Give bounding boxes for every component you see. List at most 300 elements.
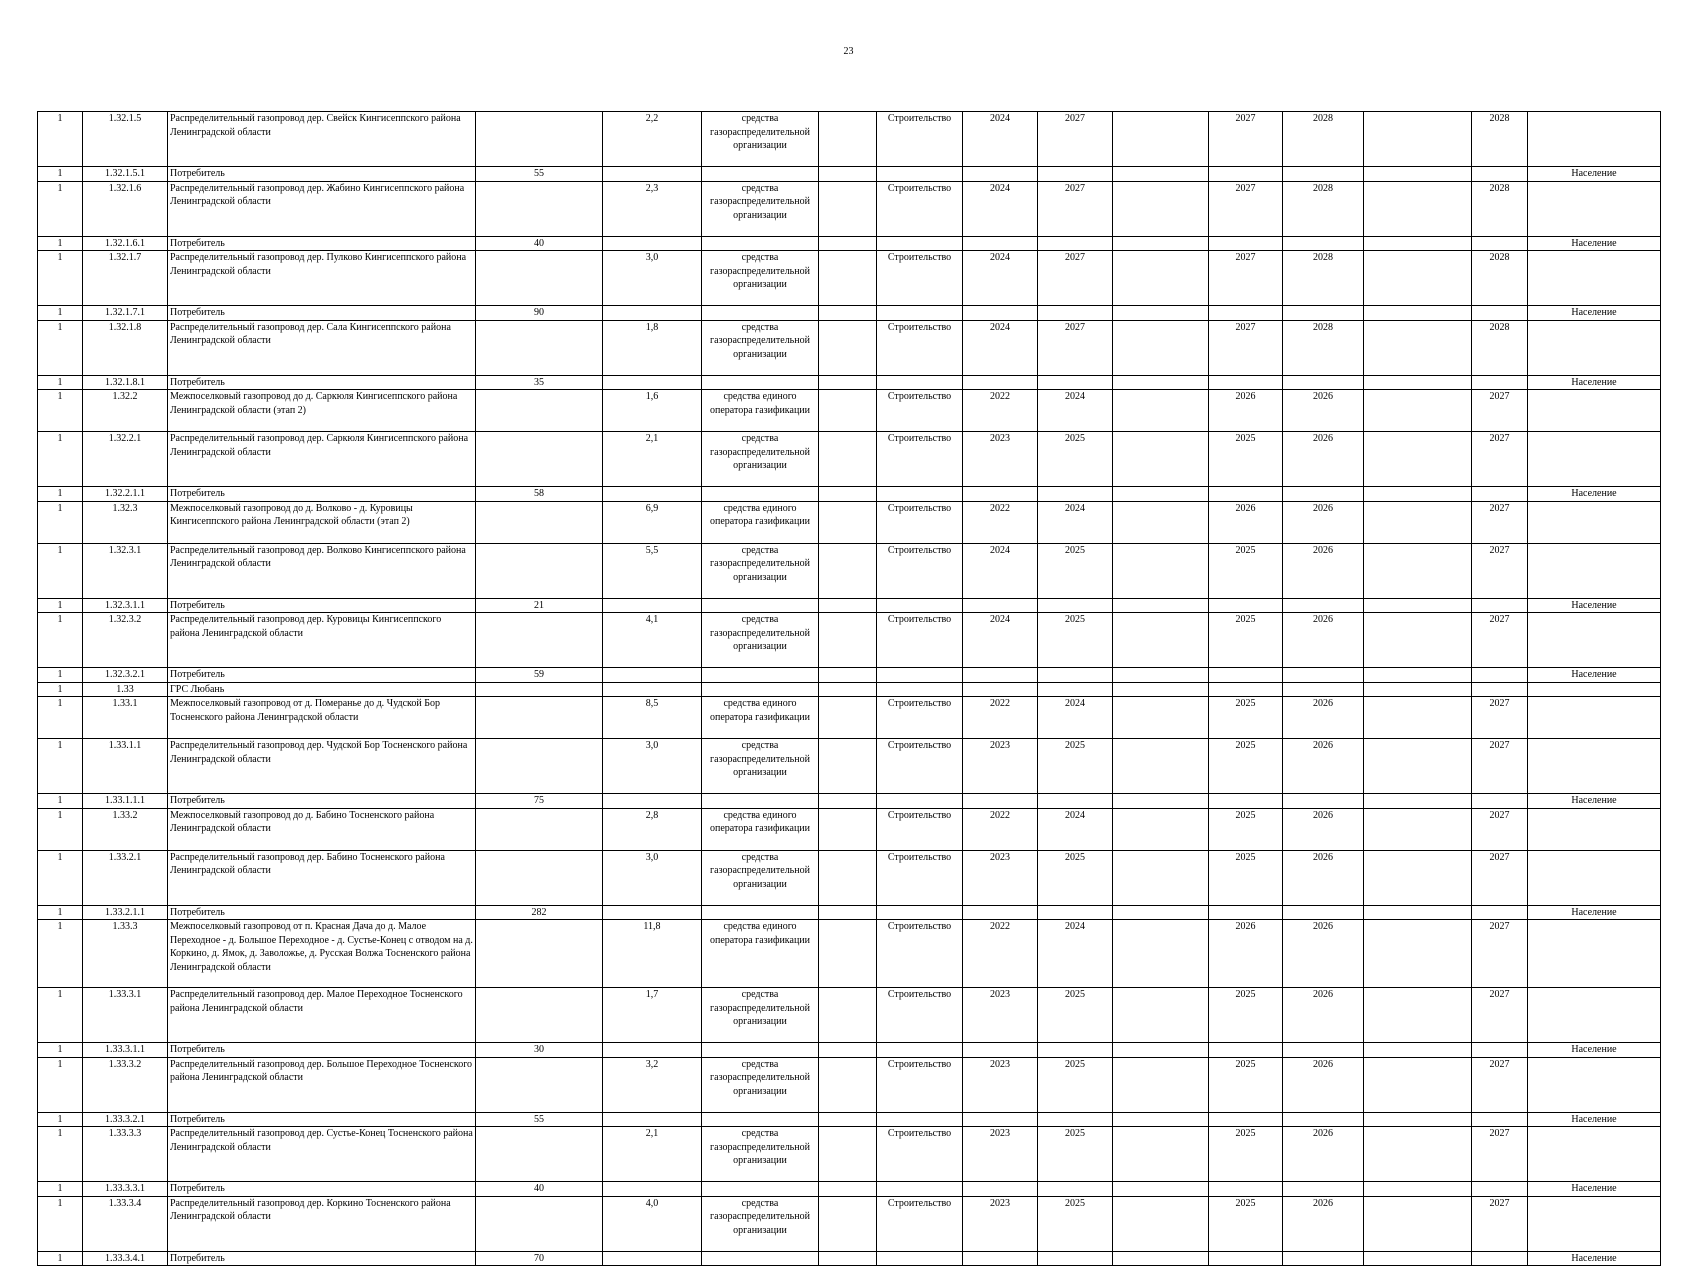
year-end-cell <box>1038 236 1113 251</box>
empty-cell <box>1113 988 1209 1043</box>
consumers-count-cell <box>476 501 603 543</box>
empty-cell <box>819 390 877 432</box>
consumers-count-cell <box>476 1196 603 1251</box>
funding-source-cell: средства газораспределительной организации <box>702 320 819 375</box>
row-level-cell: 1 <box>38 794 83 809</box>
table-row <box>38 697 1661 739</box>
row-code-cell: 1.33.1 <box>83 697 168 739</box>
year-commission-cell: 2026 <box>1209 920 1283 988</box>
empty-cell <box>819 181 877 236</box>
funding-source-cell <box>702 1043 819 1058</box>
row-level-cell: 1 <box>38 375 83 390</box>
year-end-cell <box>1038 1112 1113 1127</box>
object-name-cell: Распределительный газопровод дер. Чудской Бор Тосненского района Ленинградской области <box>168 739 476 794</box>
category-cell <box>1528 432 1661 487</box>
row-code-cell: 1.32.3.1 <box>83 543 168 598</box>
work-type-cell: Строительство <box>877 808 963 850</box>
work-type-cell <box>877 1112 963 1127</box>
funding-source-cell: средства газораспределительной организации <box>702 1057 819 1112</box>
empty-cell <box>1364 988 1472 1043</box>
object-name-cell: Потребитель <box>168 668 476 683</box>
table-row <box>38 668 1661 683</box>
empty-cell <box>1364 432 1472 487</box>
empty-cell <box>1113 668 1209 683</box>
consumers-count-cell <box>476 390 603 432</box>
work-type-cell <box>877 905 963 920</box>
year-connection-cell: 2028 <box>1283 181 1364 236</box>
year-commission-cell: 2026 <box>1209 501 1283 543</box>
category-cell: Население <box>1528 1182 1661 1197</box>
year-connection-cell: 2028 <box>1283 112 1364 167</box>
object-name-cell: Межпоселковый газопровод от п. Красная Дача до д. Малое Переходное - д. Большое Переходное - д. Сустье-Конец с отводом на д. Коркино, д. Ямок, д. Заволожье, д. Русская Волжа Тосненского района Ленинградской области <box>168 920 476 988</box>
row-level-cell: 1 <box>38 739 83 794</box>
year-start-cell <box>963 794 1038 809</box>
year-end-cell: 2025 <box>1038 1196 1113 1251</box>
consumers-count-cell: 55 <box>476 1112 603 1127</box>
empty-cell <box>1364 920 1472 988</box>
row-level-cell: 1 <box>38 1196 83 1251</box>
work-type-cell: Строительство <box>877 1196 963 1251</box>
row-level-cell: 1 <box>38 1251 83 1266</box>
empty-cell <box>1113 1043 1209 1058</box>
year-commission-cell <box>1209 668 1283 683</box>
table-row <box>38 794 1661 809</box>
empty-cell <box>1113 1196 1209 1251</box>
year-connection-cell <box>1283 167 1364 182</box>
consumers-count-cell <box>476 808 603 850</box>
year-end-cell: 2024 <box>1038 920 1113 988</box>
empty-cell <box>819 487 877 502</box>
table-row <box>38 1196 1661 1251</box>
consumers-count-cell <box>476 432 603 487</box>
object-name-cell: Межпоселковый газопровод до д. Саркюля Кингисеппского района Ленинградской области (этап 2) <box>168 390 476 432</box>
year-end-cell: 2025 <box>1038 1057 1113 1112</box>
object-name-cell: Межпоселковый газопровод от д. Померанье до д. Чудской Бор Тосненского района Ленинградской области <box>168 697 476 739</box>
year-commission-cell <box>1209 487 1283 502</box>
work-type-cell: Строительство <box>877 697 963 739</box>
table-row <box>38 613 1661 668</box>
row-level-cell: 1 <box>38 543 83 598</box>
year-connection-cell: 2026 <box>1283 739 1364 794</box>
length-km-cell: 3,0 <box>603 251 702 306</box>
row-code-cell: 1.33.3.2 <box>83 1057 168 1112</box>
row-code-cell: 1.33.2.1 <box>83 850 168 905</box>
row-level-cell: 1 <box>38 251 83 306</box>
consumers-count-cell <box>476 320 603 375</box>
row-level-cell: 1 <box>38 1043 83 1058</box>
work-type-cell: Строительство <box>877 613 963 668</box>
object-name-cell: ГРС Любань <box>168 682 476 697</box>
funding-source-cell: средства газораспределительной организации <box>702 739 819 794</box>
object-name-cell: Распределительный газопровод дер. Свейск Кингисеппского района Ленинградской области <box>168 112 476 167</box>
empty-cell <box>1364 306 1472 321</box>
table-row <box>38 920 1661 988</box>
year-gasification-cell: 2028 <box>1472 320 1528 375</box>
length-km-cell <box>603 1112 702 1127</box>
year-end-cell: 2025 <box>1038 988 1113 1043</box>
empty-cell <box>819 613 877 668</box>
year-gasification-cell: 2027 <box>1472 988 1528 1043</box>
table-row <box>38 306 1661 321</box>
year-end-cell <box>1038 167 1113 182</box>
year-end-cell: 2024 <box>1038 501 1113 543</box>
year-end-cell: 2025 <box>1038 1127 1113 1182</box>
consumers-count-cell: 55 <box>476 167 603 182</box>
empty-cell <box>819 501 877 543</box>
row-level-cell: 1 <box>38 598 83 613</box>
object-name-cell: Распределительный газопровод дер. Пулково Кингисеппского района Ленинградской области <box>168 251 476 306</box>
work-type-cell <box>877 167 963 182</box>
year-connection-cell <box>1283 794 1364 809</box>
funding-source-cell <box>702 668 819 683</box>
empty-cell <box>1113 1182 1209 1197</box>
gas-pipeline-plan-table <box>37 111 1661 1266</box>
empty-cell <box>1113 682 1209 697</box>
table-row <box>38 905 1661 920</box>
year-connection-cell: 2026 <box>1283 432 1364 487</box>
length-km-cell <box>603 1043 702 1058</box>
funding-source-cell <box>702 598 819 613</box>
year-start-cell: 2022 <box>963 808 1038 850</box>
year-gasification-cell <box>1472 794 1528 809</box>
object-name-cell: Потребитель <box>168 1112 476 1127</box>
funding-source-cell: средства единого оператора газификации <box>702 808 819 850</box>
year-connection-cell: 2028 <box>1283 320 1364 375</box>
funding-source-cell: средства газораспределительной организации <box>702 432 819 487</box>
length-km-cell: 6,9 <box>603 501 702 543</box>
year-commission-cell: 2025 <box>1209 1057 1283 1112</box>
funding-source-cell: средства единого оператора газификации <box>702 920 819 988</box>
year-end-cell <box>1038 375 1113 390</box>
table-row <box>38 320 1661 375</box>
row-level-cell: 1 <box>38 112 83 167</box>
work-type-cell: Строительство <box>877 432 963 487</box>
table-row <box>38 598 1661 613</box>
empty-cell <box>1364 167 1472 182</box>
empty-cell <box>819 251 877 306</box>
year-connection-cell: 2026 <box>1283 1127 1364 1182</box>
work-type-cell: Строительство <box>877 543 963 598</box>
year-commission-cell: 2025 <box>1209 613 1283 668</box>
year-end-cell: 2025 <box>1038 739 1113 794</box>
empty-cell <box>1364 236 1472 251</box>
row-code-cell: 1.33 <box>83 682 168 697</box>
year-start-cell: 2022 <box>963 697 1038 739</box>
object-name-cell: Потребитель <box>168 1182 476 1197</box>
year-start-cell <box>963 668 1038 683</box>
category-cell <box>1528 920 1661 988</box>
year-connection-cell: 2026 <box>1283 1196 1364 1251</box>
year-gasification-cell <box>1472 668 1528 683</box>
category-cell: Население <box>1528 236 1661 251</box>
row-code-cell: 1.32.3.2 <box>83 613 168 668</box>
year-commission-cell: 2025 <box>1209 432 1283 487</box>
funding-source-cell: средства газораспределительной организации <box>702 1127 819 1182</box>
work-type-cell <box>877 487 963 502</box>
consumers-count-cell <box>476 988 603 1043</box>
year-gasification-cell <box>1472 598 1528 613</box>
table-row <box>38 850 1661 905</box>
empty-cell <box>819 1182 877 1197</box>
work-type-cell: Строительство <box>877 501 963 543</box>
funding-source-cell: средства газораспределительной организации <box>702 251 819 306</box>
empty-cell <box>1364 390 1472 432</box>
table-row <box>38 487 1661 502</box>
empty-cell <box>1113 375 1209 390</box>
year-commission-cell <box>1209 682 1283 697</box>
category-cell <box>1528 697 1661 739</box>
category-cell: Население <box>1528 306 1661 321</box>
row-code-cell: 1.32.1.5 <box>83 112 168 167</box>
year-end-cell <box>1038 1251 1113 1266</box>
length-km-cell <box>603 1251 702 1266</box>
year-commission-cell <box>1209 375 1283 390</box>
empty-cell <box>1113 543 1209 598</box>
empty-cell <box>1364 112 1472 167</box>
length-km-cell: 3,2 <box>603 1057 702 1112</box>
empty-cell <box>819 306 877 321</box>
year-gasification-cell: 2028 <box>1472 181 1528 236</box>
year-start-cell: 2024 <box>963 181 1038 236</box>
object-name-cell: Межпоселковый газопровод до д. Волково - д. Куровицы Кингисеппского района Ленинградской области (этап 2) <box>168 501 476 543</box>
year-commission-cell <box>1209 167 1283 182</box>
year-commission-cell: 2025 <box>1209 1127 1283 1182</box>
consumers-count-cell <box>476 1057 603 1112</box>
empty-cell <box>1364 598 1472 613</box>
object-name-cell: Потребитель <box>168 794 476 809</box>
year-gasification-cell <box>1472 682 1528 697</box>
year-connection-cell <box>1283 236 1364 251</box>
empty-cell <box>1113 1057 1209 1112</box>
funding-source-cell <box>702 487 819 502</box>
table-body <box>38 112 1661 1266</box>
year-gasification-cell <box>1472 905 1528 920</box>
table-row <box>38 501 1661 543</box>
funding-source-cell <box>702 306 819 321</box>
row-code-cell: 1.33.3.4 <box>83 1196 168 1251</box>
year-connection-cell <box>1283 598 1364 613</box>
work-type-cell: Строительство <box>877 739 963 794</box>
year-gasification-cell <box>1472 1043 1528 1058</box>
category-cell <box>1528 543 1661 598</box>
category-cell <box>1528 112 1661 167</box>
row-code-cell: 1.33.3.3 <box>83 1127 168 1182</box>
funding-source-cell: средства газораспределительной организации <box>702 181 819 236</box>
consumers-count-cell <box>476 850 603 905</box>
length-km-cell <box>603 236 702 251</box>
row-level-cell: 1 <box>38 905 83 920</box>
year-start-cell: 2022 <box>963 501 1038 543</box>
row-level-cell: 1 <box>38 181 83 236</box>
funding-source-cell: средства газораспределительной организации <box>702 988 819 1043</box>
table-row <box>38 1127 1661 1182</box>
empty-cell <box>819 1251 877 1266</box>
empty-cell <box>1113 487 1209 502</box>
row-code-cell: 1.33.1.1 <box>83 739 168 794</box>
object-name-cell: Межпоселковый газопровод до д. Бабино Тосненского района Ленинградской области <box>168 808 476 850</box>
row-code-cell: 1.33.2 <box>83 808 168 850</box>
length-km-cell: 11,8 <box>603 920 702 988</box>
empty-cell <box>1364 794 1472 809</box>
year-connection-cell <box>1283 1043 1364 1058</box>
year-commission-cell: 2027 <box>1209 181 1283 236</box>
empty-cell <box>819 1057 877 1112</box>
year-gasification-cell: 2027 <box>1472 697 1528 739</box>
length-km-cell: 2,1 <box>603 1127 702 1182</box>
category-cell: Население <box>1528 167 1661 182</box>
empty-cell <box>819 905 877 920</box>
work-type-cell <box>877 1043 963 1058</box>
year-end-cell: 2027 <box>1038 181 1113 236</box>
work-type-cell: Строительство <box>877 920 963 988</box>
year-gasification-cell: 2027 <box>1472 432 1528 487</box>
year-end-cell <box>1038 598 1113 613</box>
row-code-cell: 1.33.2.1.1 <box>83 905 168 920</box>
object-name-cell: Потребитель <box>168 306 476 321</box>
empty-cell <box>1364 850 1472 905</box>
year-end-cell: 2024 <box>1038 808 1113 850</box>
empty-cell <box>1364 808 1472 850</box>
year-gasification-cell <box>1472 375 1528 390</box>
year-end-cell: 2027 <box>1038 320 1113 375</box>
empty-cell <box>1364 697 1472 739</box>
year-gasification-cell: 2027 <box>1472 850 1528 905</box>
empty-cell <box>1364 739 1472 794</box>
category-cell: Население <box>1528 375 1661 390</box>
empty-cell <box>1364 1057 1472 1112</box>
year-gasification-cell: 2027 <box>1472 390 1528 432</box>
year-commission-cell: 2025 <box>1209 988 1283 1043</box>
object-name-cell: Распределительный газопровод дер. Жабино Кингисеппского района Ленинградской области <box>168 181 476 236</box>
object-name-cell: Потребитель <box>168 375 476 390</box>
row-level-cell: 1 <box>38 668 83 683</box>
consumers-count-cell: 282 <box>476 905 603 920</box>
empty-cell <box>819 739 877 794</box>
empty-cell <box>1113 501 1209 543</box>
year-connection-cell: 2026 <box>1283 988 1364 1043</box>
table-row <box>38 808 1661 850</box>
funding-source-cell <box>702 1182 819 1197</box>
object-name-cell: Распределительный газопровод дер. Куровицы Кингисеппского района Ленинградской области <box>168 613 476 668</box>
empty-cell <box>1113 320 1209 375</box>
row-level-cell: 1 <box>38 920 83 988</box>
consumers-count-cell: 40 <box>476 1182 603 1197</box>
empty-cell <box>1113 236 1209 251</box>
empty-cell <box>819 850 877 905</box>
year-start-cell <box>963 1043 1038 1058</box>
year-gasification-cell <box>1472 1182 1528 1197</box>
category-cell: Население <box>1528 668 1661 683</box>
row-level-cell: 1 <box>38 697 83 739</box>
row-level-cell: 1 <box>38 306 83 321</box>
year-commission-cell: 2026 <box>1209 390 1283 432</box>
funding-source-cell <box>702 794 819 809</box>
year-start-cell <box>963 905 1038 920</box>
length-km-cell <box>603 794 702 809</box>
work-type-cell: Строительство <box>877 390 963 432</box>
work-type-cell: Строительство <box>877 181 963 236</box>
year-connection-cell <box>1283 306 1364 321</box>
empty-cell <box>819 1127 877 1182</box>
year-start-cell: 2023 <box>963 1196 1038 1251</box>
empty-cell <box>819 167 877 182</box>
consumers-count-cell: 70 <box>476 1251 603 1266</box>
year-start-cell: 2023 <box>963 850 1038 905</box>
consumers-count-cell: 40 <box>476 236 603 251</box>
year-commission-cell <box>1209 1043 1283 1058</box>
year-connection-cell: 2026 <box>1283 543 1364 598</box>
length-km-cell: 3,0 <box>603 850 702 905</box>
year-commission-cell: 2027 <box>1209 320 1283 375</box>
row-level-cell: 1 <box>38 390 83 432</box>
year-start-cell <box>963 167 1038 182</box>
empty-cell <box>1113 112 1209 167</box>
row-level-cell: 1 <box>38 236 83 251</box>
row-level-cell: 1 <box>38 808 83 850</box>
object-name-cell: Распределительный газопровод дер. Малое Переходное Тосненского района Ленинградской области <box>168 988 476 1043</box>
category-cell <box>1528 390 1661 432</box>
length-km-cell: 4,0 <box>603 1196 702 1251</box>
length-km-cell: 2,3 <box>603 181 702 236</box>
year-commission-cell <box>1209 794 1283 809</box>
row-code-cell: 1.33.3.4.1 <box>83 1251 168 1266</box>
consumers-count-cell <box>476 920 603 988</box>
row-level-cell: 1 <box>38 682 83 697</box>
year-commission-cell: 2027 <box>1209 112 1283 167</box>
funding-source-cell: средства газораспределительной организации <box>702 543 819 598</box>
table-row <box>38 375 1661 390</box>
year-gasification-cell <box>1472 487 1528 502</box>
year-connection-cell <box>1283 1182 1364 1197</box>
row-level-cell: 1 <box>38 501 83 543</box>
row-code-cell: 1.33.3 <box>83 920 168 988</box>
category-cell: Население <box>1528 1112 1661 1127</box>
empty-cell <box>1364 1112 1472 1127</box>
work-type-cell <box>877 236 963 251</box>
year-start-cell <box>963 1251 1038 1266</box>
category-cell: Население <box>1528 487 1661 502</box>
empty-cell <box>1113 1112 1209 1127</box>
object-name-cell: Потребитель <box>168 236 476 251</box>
length-km-cell: 8,5 <box>603 697 702 739</box>
year-start-cell: 2024 <box>963 251 1038 306</box>
empty-cell <box>819 1043 877 1058</box>
table-row <box>38 236 1661 251</box>
year-gasification-cell: 2027 <box>1472 739 1528 794</box>
row-level-cell: 1 <box>38 487 83 502</box>
length-km-cell: 5,5 <box>603 543 702 598</box>
year-end-cell <box>1038 1182 1113 1197</box>
empty-cell <box>1364 613 1472 668</box>
year-start-cell <box>963 487 1038 502</box>
year-start-cell <box>963 598 1038 613</box>
year-end-cell: 2024 <box>1038 697 1113 739</box>
empty-cell <box>1364 1196 1472 1251</box>
year-start-cell: 2023 <box>963 988 1038 1043</box>
funding-source-cell <box>702 1112 819 1127</box>
category-cell <box>1528 988 1661 1043</box>
year-gasification-cell: 2028 <box>1472 251 1528 306</box>
year-gasification-cell: 2027 <box>1472 1196 1528 1251</box>
empty-cell <box>1364 682 1472 697</box>
row-code-cell: 1.32.3.1.1 <box>83 598 168 613</box>
year-start-cell <box>963 236 1038 251</box>
row-level-cell: 1 <box>38 1057 83 1112</box>
empty-cell <box>819 668 877 683</box>
empty-cell <box>1364 1182 1472 1197</box>
year-end-cell: 2027 <box>1038 112 1113 167</box>
year-gasification-cell <box>1472 236 1528 251</box>
